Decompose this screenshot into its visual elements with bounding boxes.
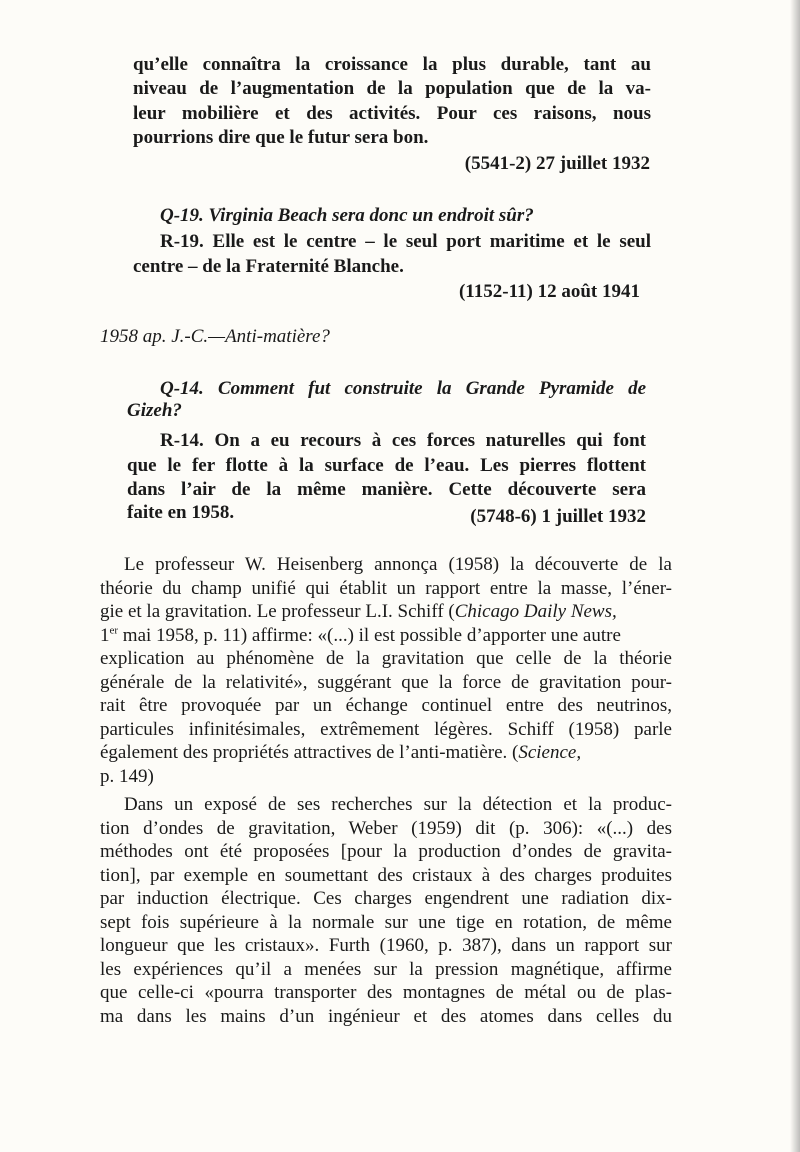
question-line: Q-14. Comment fut construite la Grande Pyramide de bbox=[160, 378, 646, 399]
paragraph-line bbox=[100, 625, 672, 649]
paragraph-line: méthodes ont été proposées [pour la production d’ondes de gravita- bbox=[100, 841, 672, 862]
paragraph-weber bbox=[100, 794, 672, 1029]
paragraph-line: tion], par exemple en soumettant des cristaux à des charges produites bbox=[100, 864, 672, 886]
answer-line: dans l’air de la même manière. Cette découverte sera bbox=[127, 479, 646, 500]
paragraph-line: explication au phénomène de la gravitation que celle de la théorie bbox=[100, 648, 672, 669]
reading-reference: (5748-6) 1 juillet 1932 bbox=[470, 506, 646, 527]
paragraph-line: Le professeur W. Heisenberg annonça (1958) la découverte de la bbox=[124, 554, 672, 575]
text-line: pourrions dire que le futur sera bon. bbox=[133, 127, 429, 148]
paragraph-line: p. 149) bbox=[100, 765, 154, 787]
paragraph-line: par induction électrique. Ces charges engendrent une radiation dix- bbox=[100, 888, 672, 909]
text-line: niveau de l’augmentation de la population que de la va- bbox=[133, 78, 651, 99]
paragraph-line: particules infinitésimales, extrêmement légères. Schiff (1958) parle bbox=[100, 718, 672, 740]
paragraph-line: théorie du champ unifié qui établit un rapport entre la masse, l’éner- bbox=[100, 577, 672, 599]
reading-reference: (1152-11) 12 août 1941 bbox=[458, 281, 640, 302]
paragraph-line: Dans un exposé de ses recherches sur la détection et la produc- bbox=[124, 794, 672, 815]
page-edge-shadow bbox=[790, 0, 800, 1152]
text-segment: également des propriétés attractives de l’anti-matière. ( bbox=[100, 742, 519, 763]
paragraph-line: longueur que les cristaux». Furth (1960, p. 387), dans un rapport sur bbox=[100, 935, 672, 956]
answer-line: faite en 1958. bbox=[127, 502, 235, 523]
question-line: Gizeh? bbox=[127, 400, 182, 421]
text-segment: gie et la gravitation. Le professeur L.I. Schiff ( bbox=[100, 601, 455, 622]
paragraph-line: sept fois supérieure à la normale sur une tige en rotation, de même bbox=[100, 911, 672, 933]
paragraph-heisenberg bbox=[100, 554, 672, 789]
question: Q-19. Virginia Beach sera donc un endroit sûr? bbox=[160, 205, 534, 226]
answer-line: que le fer flotte à la surface de l’eau. Les pierres flottent bbox=[127, 455, 646, 476]
publication-title: Chicago Daily News, bbox=[454, 601, 617, 622]
paragraph-line bbox=[100, 742, 672, 766]
paragraph-line: rait être provoquée par un échange continuel entre des neutrinos, bbox=[100, 695, 672, 716]
publication-title: Science, bbox=[518, 742, 582, 763]
paragraph-line bbox=[100, 601, 672, 625]
answer-line: centre – de la Fraternité Blanche. bbox=[133, 256, 404, 277]
ordinal-superscript: er bbox=[109, 624, 119, 637]
text-segment: 1 bbox=[100, 624, 110, 646]
section-heading: 1958 ap. J.-C.—Anti-matière? bbox=[100, 326, 330, 347]
paragraph-line: ma dans les mains d’un ingénieur et des atomes dans celles du bbox=[100, 1005, 672, 1027]
paragraph-line: que celle-ci «pourra transporter des montagnes de métal ou de plas- bbox=[100, 982, 672, 1003]
text-line: qu’elle connaîtra la croissance la plus durable, tant au bbox=[133, 54, 651, 75]
text-line: leur mobilière et des activités. Pour ces raisons, nous bbox=[133, 103, 651, 124]
reading-reference: (5541-2) 27 juillet 1932 bbox=[464, 153, 650, 174]
paragraph-line: générale de la relativité», suggérant que la force de gravitation pour- bbox=[100, 671, 672, 693]
paragraph-line: les expériences qu’il a menées sur la pression magnétique, affirme bbox=[100, 958, 672, 980]
text-segment: mai 1958, p. 11) affirme: «(...) il est possible d’apporter une autre bbox=[118, 624, 621, 646]
paragraph-line: tion d’ondes de gravitation, Weber (1959) dit (p. 306): «(...) des bbox=[100, 817, 672, 839]
answer-line: R-19. Elle est le centre – le seul port maritime et le seul bbox=[160, 231, 651, 252]
answer-line: R-14. On a eu recours à ces forces naturelles qui font bbox=[160, 430, 646, 451]
